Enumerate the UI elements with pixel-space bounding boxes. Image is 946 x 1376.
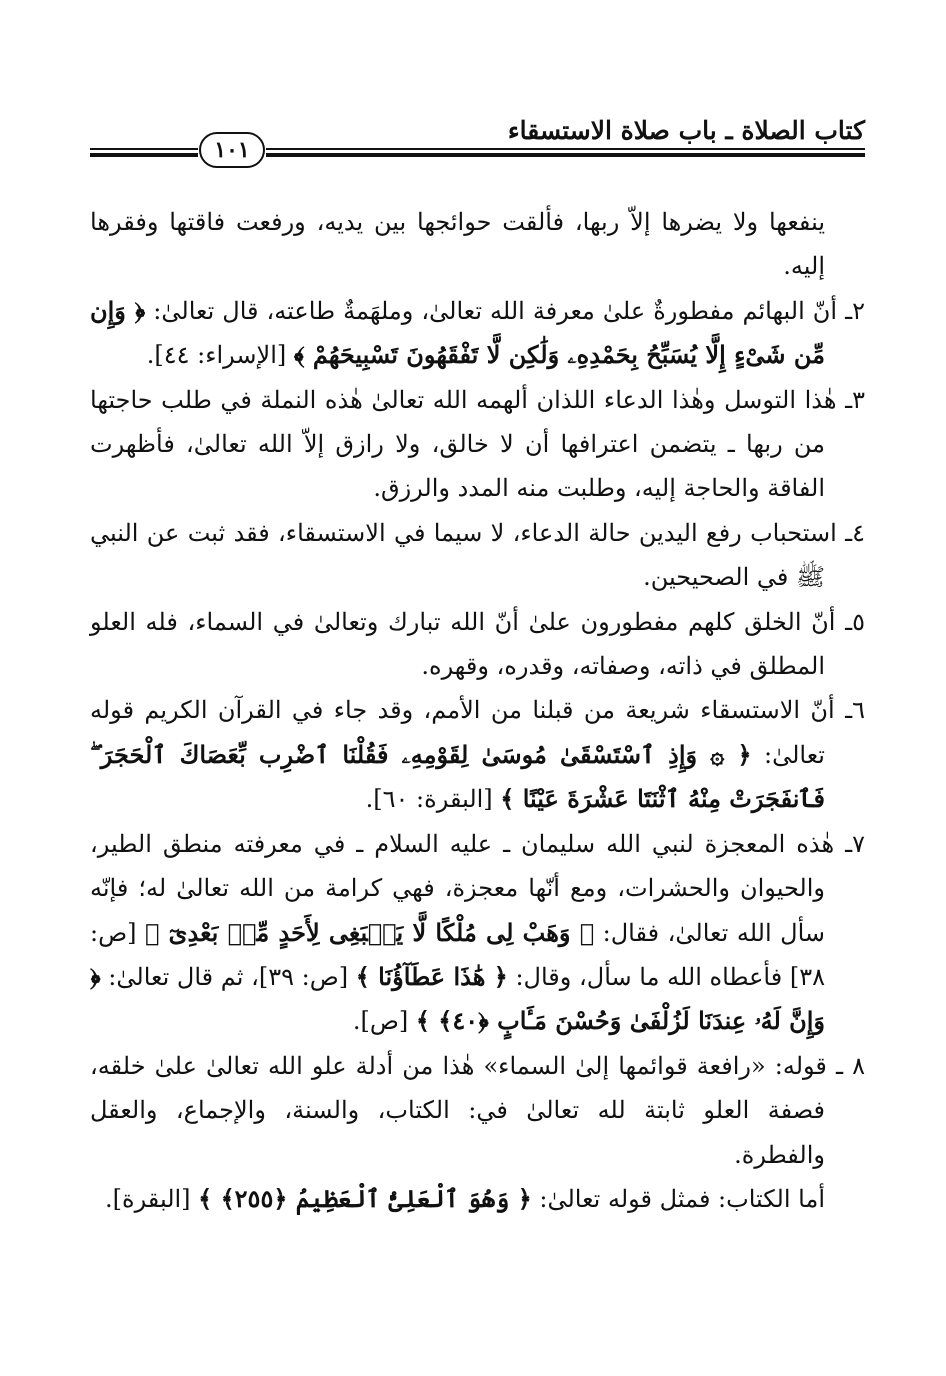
paragraph-text: ٣ـ هٰذا التوسل وهٰذا الدعاء اللذان ألهمه الله تعالىٰ هٰذه النملة في طلب حاجتها من ربها ـ يتضمن اعترافها أن لا خالق، ولا رازق إلاّ الله تعالىٰ، فأظهرت الفاقة والحاجة إليه، وطلبت منه المدد والرزق. [90, 385, 865, 503]
paragraph-text: ٥ـ أنّ الخلق كلهم مفطورون علىٰ أنّ الله تبارك وتعالىٰ في السماء، فله العلو المطلق في ذاته، وصفاته، وقدره، وقهره. [90, 607, 865, 681]
header-rule-right [266, 148, 865, 157]
running-title: كتاب الصلاة ـ باب صلاة الاستسقاء [507, 116, 865, 145]
list-item-7 [90, 822, 865, 1044]
paragraph-text: ينفعها ولا يضرها إلاّ ربها، فألقت حوائجها بين يديه، ورفعت فاقتها وفقرها إليه. [90, 208, 825, 281]
header-rule-left [90, 148, 198, 157]
list-item-8 [90, 1044, 865, 1177]
list-item-5 [90, 600, 865, 689]
paragraph-9 [90, 1177, 865, 1221]
page-number: ١٠١ [199, 132, 265, 168]
paragraph-text: ٦ـ أنّ الاستسقاء شريعة من قبلنا من الأمم، وقد جاء في القرآن الكريم قوله تعالىٰ: [90, 696, 865, 769]
quran-verse: ﴿ وَإِنَّ لَهُۥ عِندَنَا لَزُلْفَىٰ وَحُسْنَ مَـَٔابٍ ﴿٤٠﴾ ﴾ [90, 961, 825, 1036]
page-header [90, 98, 865, 178]
verse-reference: [ص]. [352, 1007, 416, 1036]
quran-verse: ﴿ وَهَبْ لِى مُلْكًا لَّا يَنۢبَغِى لِأَحَدٍ مِّنۢ بَعْدِىٓ ﴾ [145, 917, 595, 947]
list-item-3 [90, 378, 865, 511]
paragraph-text: [ص: ٣٨] فأعطاه الله ما سأل، وقال: [90, 918, 826, 991]
paragraph-1 [90, 200, 865, 289]
paragraph-text: ٤ـ استحباب رفع اليدين حالة الدعاء، لا سيما في الاستسقاء، فقد ثبت عن النبي ﷺ في الصحيحين. [90, 518, 865, 592]
paragraph-text: ٧ـ هٰذه المعجزة لنبي الله سليمان ـ عليه السلام ـ في معرفته منطق الطير، والحيوان والحشرات، ومع أنّها معجزة، فهي كرامة من الله تعالىٰ له؛ فإنّه سأل الله تعالىٰ، فقال: [90, 829, 866, 947]
paragraph-text: [ص: ٣٩]، ثم قال تعالىٰ: [100, 962, 356, 991]
verse-reference: [البقرة]. [105, 1184, 199, 1213]
list-item-6 [90, 688, 865, 821]
paragraph-text: ٢ـ أنّ البهائم مفطورةٌ علىٰ معرفة الله تعالىٰ، وملهَمةٌ طاعته، قال تعالىٰ: [145, 296, 866, 325]
quran-verse: ﴿ وَهُوَ ٱلْعَلِىُّ ٱلْعَظِيمُ ﴿٢٥٥﴾ ﴾ [198, 1183, 532, 1213]
paragraph-text: أما الكتاب: فمثل قوله تعالىٰ: [531, 1184, 825, 1213]
verse-reference: [الإسراء: ٤٤]. [146, 341, 294, 370]
quran-verse: ﴿ ۞ وَإِذِ ٱسْتَسْقَىٰ مُوسَىٰ لِقَوْمِهِۦ فَقُلْنَا ٱضْرِب بِّعَصَاكَ ٱلْحَجَرَ ۖ فَٱنفَجَرَتْ مِنْهُ ٱثْنَتَا عَشْرَةَ عَيْنًا ﴾ [90, 739, 825, 814]
paragraph-text: ٨ ـ قوله: «رافعة قوائمها إلىٰ السماء» هٰذا من أدلة علو الله تعالىٰ علىٰ خلقه، فصفة العلو ثابتة لله تعالىٰ في: الكتاب، والسنة، والإجماع، والعقل والفطرة. [90, 1051, 866, 1169]
quran-verse: ﴿ وَإِن مِّن شَىْءٍ إِلَّا يُسَبِّحُ بِحَمْدِهِۦ وَلَٰكِن لَّا تَفْقَهُونَ تَسْبِيحَهُمْ ﴾ [90, 295, 825, 370]
body-text [90, 200, 865, 1221]
quran-verse: ﴿ هَٰذَا عَطَآؤُنَا ﴾ [355, 961, 508, 991]
list-item-2 [90, 289, 865, 378]
list-item-4 [90, 511, 865, 600]
verse-reference: [البقرة: ٦٠]. [365, 785, 501, 814]
